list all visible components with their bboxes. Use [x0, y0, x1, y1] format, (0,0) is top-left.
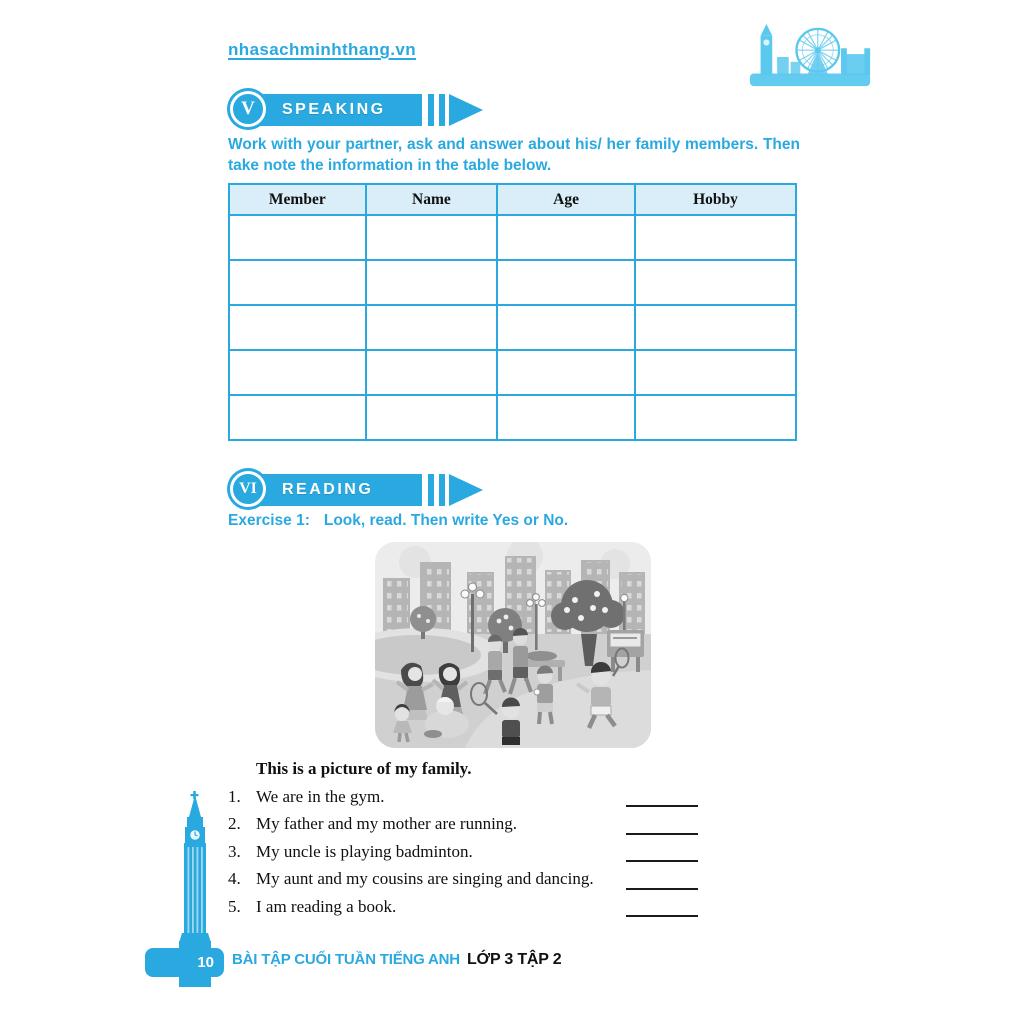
- table-header-row: [229, 184, 796, 215]
- item-text: My father and my mother are running.: [256, 814, 518, 834]
- table-cell-hobby: [635, 350, 796, 395]
- banner-bar: [248, 94, 422, 126]
- table-cell-age: [497, 350, 635, 395]
- item-number: 5.: [228, 896, 241, 916]
- roman-numeral-badge: [230, 471, 266, 507]
- table-cell-member: [229, 395, 366, 440]
- table-cell-member: [229, 350, 366, 395]
- table-cell-name: [366, 350, 498, 395]
- reading-item: [228, 787, 698, 814]
- table-cell-hobby: [635, 395, 796, 440]
- table-cell-hobby: [635, 305, 796, 350]
- pencil-stripe: [439, 474, 445, 506]
- table-cell-hobby: [635, 260, 796, 305]
- answer-blank: [626, 805, 698, 807]
- table-header-cell: Age: [497, 184, 635, 215]
- table-cell-member: [229, 260, 366, 305]
- footer-book-title: [232, 951, 561, 969]
- reading-item: [228, 869, 698, 896]
- table-cell-age: [497, 305, 635, 350]
- table-cell-name: [366, 305, 498, 350]
- item-text: My aunt and my cousins are singing and dancing.: [256, 869, 594, 889]
- page-number: 10: [197, 954, 214, 971]
- watermark-link: nhasachminhthang.vn: [228, 40, 417, 59]
- item-number: 2.: [228, 814, 241, 834]
- table-header-cell: Name: [366, 184, 498, 215]
- pencil-stripe: [439, 94, 445, 126]
- speaking-instructions: Work with your partner, ask and answer about his/ her family members. Then take note the information in the table below.: [228, 136, 800, 174]
- pencil-tip-icon: [449, 474, 483, 506]
- section-title: SPEAKING: [282, 101, 386, 118]
- exercise-text: Look, read. Then write Yes or No.: [323, 512, 569, 529]
- table-cell-age: [497, 260, 635, 305]
- family-info-table: [228, 183, 797, 441]
- table-cell-age: [497, 215, 635, 260]
- table-header-cell: Hobby: [635, 184, 796, 215]
- speaking-section-banner: [228, 89, 483, 131]
- item-number: 3.: [228, 841, 241, 861]
- item-text: I am reading a book.: [256, 896, 397, 916]
- table-cell-member: [229, 305, 366, 350]
- pencil-tip-icon: [449, 94, 483, 126]
- table-row: [229, 305, 796, 350]
- reading-intro-line: This is a picture of my family.: [256, 759, 472, 778]
- london-skyline-icon: [748, 22, 874, 92]
- table-row: [229, 350, 796, 395]
- item-number: 1.: [228, 787, 241, 806]
- section-numeral: V: [241, 98, 255, 119]
- table-cell-name: [366, 260, 498, 305]
- pencil-stripe: [428, 474, 434, 506]
- page-number-badge: [145, 948, 224, 977]
- answer-blank: [626, 860, 698, 862]
- reading-section-banner: [228, 469, 483, 511]
- reading-item: [228, 842, 698, 869]
- answer-blank: [626, 888, 698, 890]
- exercise-label: Exercise 1:: [228, 512, 310, 529]
- exercise-instruction-line: [228, 512, 568, 530]
- item-text: My uncle is playing badminton.: [256, 841, 473, 861]
- reading-item: [228, 897, 698, 924]
- footer-series-title: BÀI TẬP CUỐI TUẦN TIẾNG ANH: [232, 951, 460, 968]
- item-number: 4.: [228, 869, 241, 889]
- table-header-cell: Member: [229, 184, 366, 215]
- table-row: [229, 215, 796, 260]
- banner-bar: [248, 474, 422, 506]
- table-row: [229, 260, 796, 305]
- table-cell-name: [366, 215, 498, 260]
- answer-blank: [626, 833, 698, 835]
- answer-blank: [626, 915, 698, 917]
- footer-volume-title: LỚP 3 TẬP 2: [466, 951, 562, 968]
- roman-numeral-badge: [230, 91, 266, 127]
- section-title: READING: [282, 481, 374, 498]
- item-text: We are in the gym.: [256, 787, 385, 806]
- section-numeral: VI: [239, 480, 257, 497]
- table-cell-age: [497, 395, 635, 440]
- reading-items-list: [228, 787, 698, 924]
- table-cell-member: [229, 215, 366, 260]
- pencil-stripe: [428, 94, 434, 126]
- table-cell-name: [366, 395, 498, 440]
- table-cell-hobby: [635, 215, 796, 260]
- table-row: [229, 395, 796, 440]
- park-scene-illustration: [375, 542, 651, 748]
- reading-item: [228, 814, 698, 841]
